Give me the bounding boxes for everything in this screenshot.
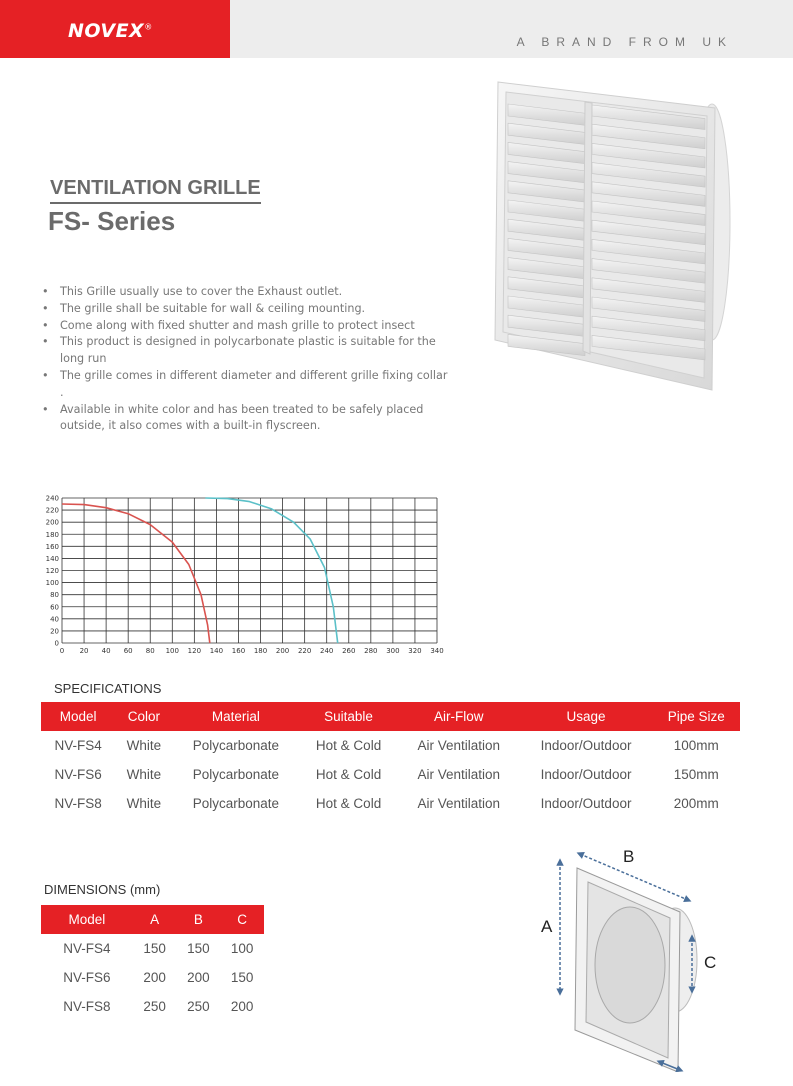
column-header: Model: [41, 702, 115, 731]
table-row: [41, 992, 264, 1021]
table-row: [41, 731, 740, 760]
x-tick-label: 40: [101, 647, 111, 655]
feature-item: • Available in white color and has been treated to be safely placed outside, it also comes with a built-in flyscreen.: [42, 402, 452, 436]
x-tick-label: 120: [187, 647, 202, 655]
table-cell: Polycarbonate: [192, 767, 280, 782]
product-series: FS- Series: [48, 206, 176, 236]
table-cell: 200: [230, 999, 254, 1014]
table-row: [41, 934, 264, 963]
table-cell: Polycarbonate: [192, 796, 280, 811]
table-cell: 100mm: [673, 738, 719, 753]
table-row: [41, 760, 740, 789]
column-header: Air-Flow: [398, 702, 520, 731]
column-header: Model: [41, 905, 133, 934]
column-header: B: [177, 905, 221, 934]
column-header: Usage: [520, 702, 653, 731]
table-cell: 200: [187, 970, 210, 985]
table-cell: 150: [187, 941, 210, 956]
y-tick-label: 80: [50, 591, 59, 600]
table-cell: White: [126, 767, 162, 782]
y-tick-label: 180: [45, 530, 59, 539]
table-cell: NV-FS8: [54, 796, 102, 811]
table-cell: 200: [143, 970, 166, 985]
table-row: [41, 789, 740, 818]
x-tick-label: 280: [364, 647, 378, 655]
y-tick-label: 100: [45, 579, 59, 588]
x-tick-label: 240: [320, 647, 334, 655]
table-cell: Air Ventilation: [417, 767, 500, 782]
table-cell: 250: [187, 999, 210, 1014]
airflow-chart: [30, 490, 450, 660]
grille-product-image: [490, 72, 745, 400]
chart-y-axis: [46, 495, 59, 648]
table-row: [41, 963, 264, 992]
table-cell: NV-FS6: [54, 767, 102, 782]
column-header: Color: [115, 702, 172, 731]
table-cell: Hot & Cold: [315, 796, 382, 811]
y-tick-label: 20: [50, 627, 59, 636]
table-cell: NV-FS8: [63, 999, 111, 1014]
table-cell: Indoor/Outdoor: [540, 767, 632, 782]
y-tick-label: 0: [54, 639, 59, 648]
table-cell: White: [126, 738, 162, 753]
column-header: C: [220, 905, 264, 934]
column-header: Material: [172, 702, 299, 731]
table-cell: White: [126, 796, 162, 811]
table-cell: Hot & Cold: [315, 738, 382, 753]
y-tick-label: 160: [45, 542, 59, 551]
specifications-heading: SPECIFICATIONS: [54, 681, 162, 696]
y-tick-label: 240: [45, 494, 59, 503]
brand-logo: NOVEX®: [68, 20, 153, 42]
table-cell: 150: [143, 941, 166, 956]
table-header-row: [41, 905, 264, 934]
dimension-drawing: [530, 840, 730, 1072]
feature-item: • Come along with fixed shutter and mash grille to protect insect: [42, 318, 452, 335]
column-header: A: [133, 905, 177, 934]
x-tick-label: 80: [145, 647, 155, 655]
x-tick-label: 100: [165, 647, 179, 655]
x-tick-label: 260: [342, 647, 356, 655]
x-tick-label: 300: [386, 647, 400, 655]
table-cell: 150: [230, 970, 254, 985]
feature-item: • The grille comes in different diameter and different grille fixing collar .: [42, 368, 452, 402]
x-tick-label: 220: [297, 647, 312, 655]
x-tick-label: 60: [123, 647, 133, 655]
specifications-table: [41, 702, 740, 818]
y-tick-label: 40: [50, 615, 59, 624]
column-header: Suitable: [299, 702, 398, 731]
table-cell: Air Ventilation: [417, 796, 500, 811]
x-tick-label: 140: [209, 647, 224, 655]
brand-logo-box: [0, 0, 230, 58]
table-cell: 100: [230, 941, 254, 956]
table-cell: Hot & Cold: [315, 767, 382, 782]
table-cell: Indoor/Outdoor: [540, 796, 632, 811]
dimension-a-label: A: [541, 917, 553, 936]
table-cell: 200mm: [673, 796, 719, 811]
chart-grid: [62, 498, 437, 643]
table-cell: 150mm: [673, 767, 719, 782]
y-tick-label: 200: [45, 518, 59, 527]
x-tick-label: 0: [59, 647, 65, 655]
y-tick-label: 60: [50, 603, 59, 612]
chart-x-axis: [60, 647, 444, 655]
page-header: [0, 0, 793, 58]
column-header: Pipe Size: [652, 702, 740, 731]
y-tick-label: 220: [45, 506, 59, 515]
dimensions-table: [41, 905, 264, 1021]
table-cell: Indoor/Outdoor: [540, 738, 632, 753]
x-tick-label: 200: [275, 647, 290, 655]
table-cell: NV-FS6: [63, 970, 111, 985]
y-tick-label: 120: [45, 567, 59, 575]
table-header-row: [41, 702, 740, 731]
feature-item: • The grille shall be suitable for wall & ceiling mounting.: [42, 301, 452, 318]
x-tick-label: 320: [408, 647, 422, 655]
y-tick-label: 140: [45, 554, 59, 563]
table-cell: Polycarbonate: [192, 738, 280, 753]
table-cell: NV-FS4: [54, 738, 102, 753]
x-tick-label: 160: [231, 647, 246, 655]
table-cell: 250: [143, 999, 166, 1014]
dimension-c-label: C: [704, 953, 717, 972]
x-tick-label: 20: [79, 647, 89, 655]
table-cell: NV-FS4: [63, 941, 111, 956]
table-cell: Air Ventilation: [417, 738, 500, 753]
feature-list: [42, 284, 452, 435]
brand-tagline: A BRAND FROM UK: [516, 35, 733, 49]
dimensions-heading: DIMENSIONS (mm): [44, 882, 161, 897]
x-tick-label: 180: [253, 647, 268, 655]
dimension-b-label: B: [623, 847, 635, 866]
feature-item: • This product is designed in polycarbonate plastic is suitable for the long run: [42, 334, 452, 368]
product-title: VENTILATION GRILLE: [50, 177, 261, 204]
feature-item: • This Grille usually use to cover the Exhaust outlet.: [42, 284, 452, 301]
x-tick-label: 340: [430, 647, 444, 655]
